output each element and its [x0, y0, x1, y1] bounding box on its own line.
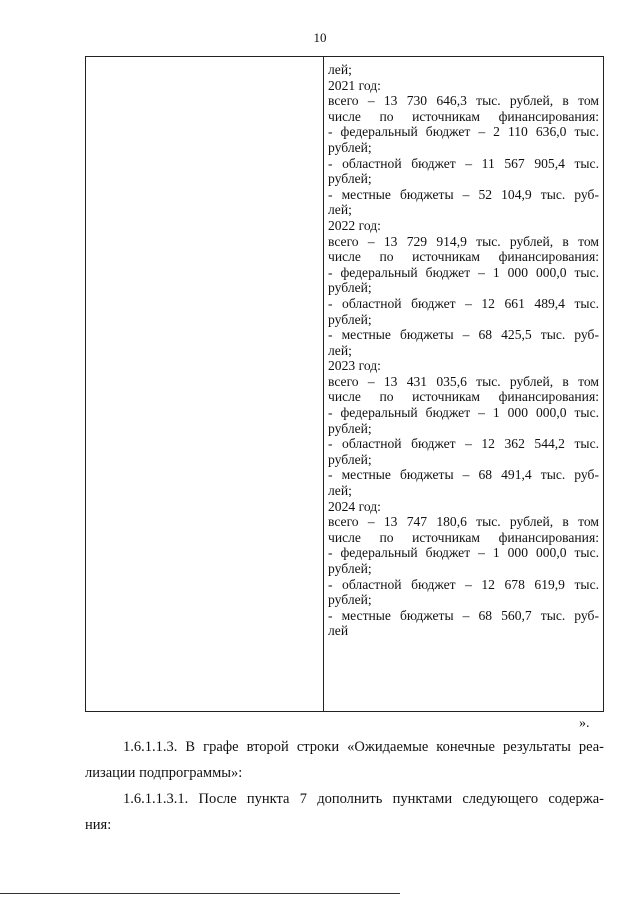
table-cell-line: лей;	[328, 202, 352, 218]
table-cell-line: - областной бюджет – 11 567 905,4 тыс.	[328, 155, 599, 171]
table-cell-line: всего – 13 431 035,6 тыс. рублей, в том	[328, 373, 599, 389]
table-cell-line: рублей;	[328, 171, 372, 187]
table-cell-line: 2024 год:	[328, 498, 381, 514]
table-cell-line: 2021 год:	[328, 77, 381, 93]
table-cell-line: числе по источникам финансирования:	[328, 108, 599, 124]
table-cell-line: - местные бюджеты – 52 104,9 тыс. руб-	[328, 186, 599, 202]
table-cell-line: числе по источникам финансирования:	[328, 389, 599, 405]
table-cell-line: рублей;	[328, 139, 372, 155]
table-cell-line: - федеральный бюджет – 2 110 636,0 тыс.	[328, 124, 599, 140]
table-cell-line: числе по источникам финансирования:	[328, 249, 599, 265]
table-cell-line: - местные бюджеты – 68 491,4 тыс. руб-	[328, 467, 599, 483]
table-cell-line: лей;	[328, 483, 352, 499]
table-cell-line: - областной бюджет – 12 362 544,2 тыс.	[328, 436, 599, 452]
table-cell-line: рублей;	[328, 280, 372, 296]
closing-quote: ».	[579, 716, 590, 731]
table-cell-line: - местные бюджеты – 68 560,7 тыс. руб-	[328, 607, 599, 623]
table-cell-line: числе по источникам финансирования:	[328, 529, 599, 545]
table-cell-line: лей	[328, 623, 349, 639]
table-cell-line: лей;	[328, 62, 352, 77]
table-cell-line: лей;	[328, 342, 352, 358]
financing-table	[85, 56, 604, 712]
page-number: 10	[313, 30, 327, 45]
paragraph-line: ния:	[85, 817, 112, 833]
table-cell-line: - областной бюджет – 12 678 619,9 тыс.	[328, 576, 599, 592]
table-right-cell	[328, 62, 599, 639]
table-cell-line: - федеральный бюджет – 1 000 000,0 тыс.	[328, 264, 599, 280]
paragraph-1-6-1-1-3	[85, 734, 604, 786]
table-cell-line: - областной бюджет – 12 661 489,4 тыс.	[328, 295, 599, 311]
table-cell-line: рублей;	[328, 592, 372, 608]
footer-rule	[0, 893, 400, 894]
table-cell-line: всего – 13 747 180,6 тыс. рублей, в том	[328, 514, 599, 530]
table-cell-line: рублей;	[328, 420, 372, 436]
table-cell-line: - федеральный бюджет – 1 000 000,0 тыс.	[328, 545, 599, 561]
paragraph-line: 1.6.1.1.3. В графе второй строки «Ожидаемые конечные результаты реа-	[123, 739, 604, 755]
paragraph-line: лизации подпрограммы»:	[85, 765, 243, 781]
paragraph-line: 1.6.1.1.3.1. После пункта 7 дополнить пунктами следующего содержа-	[123, 791, 604, 807]
table-cell-line: 2022 год:	[328, 217, 381, 233]
table-cell-line: всего – 13 729 914,9 тыс. рублей, в том	[328, 233, 599, 249]
table-cell-line: всего – 13 730 646,3 тыс. рублей, в том	[328, 93, 599, 109]
table-cell-line: - федеральный бюджет – 1 000 000,0 тыс.	[328, 405, 599, 421]
table-left-cell	[86, 57, 324, 711]
table-cell-line: 2023 год:	[328, 358, 381, 374]
paragraph-1-6-1-1-3-1	[85, 786, 604, 838]
table-cell-line: рублей;	[328, 561, 372, 576]
table-cell-line: - местные бюджеты – 68 425,5 тыс. руб-	[328, 327, 599, 343]
table-cell-line: рублей;	[328, 451, 372, 467]
table-cell-line: рублей;	[328, 311, 372, 327]
